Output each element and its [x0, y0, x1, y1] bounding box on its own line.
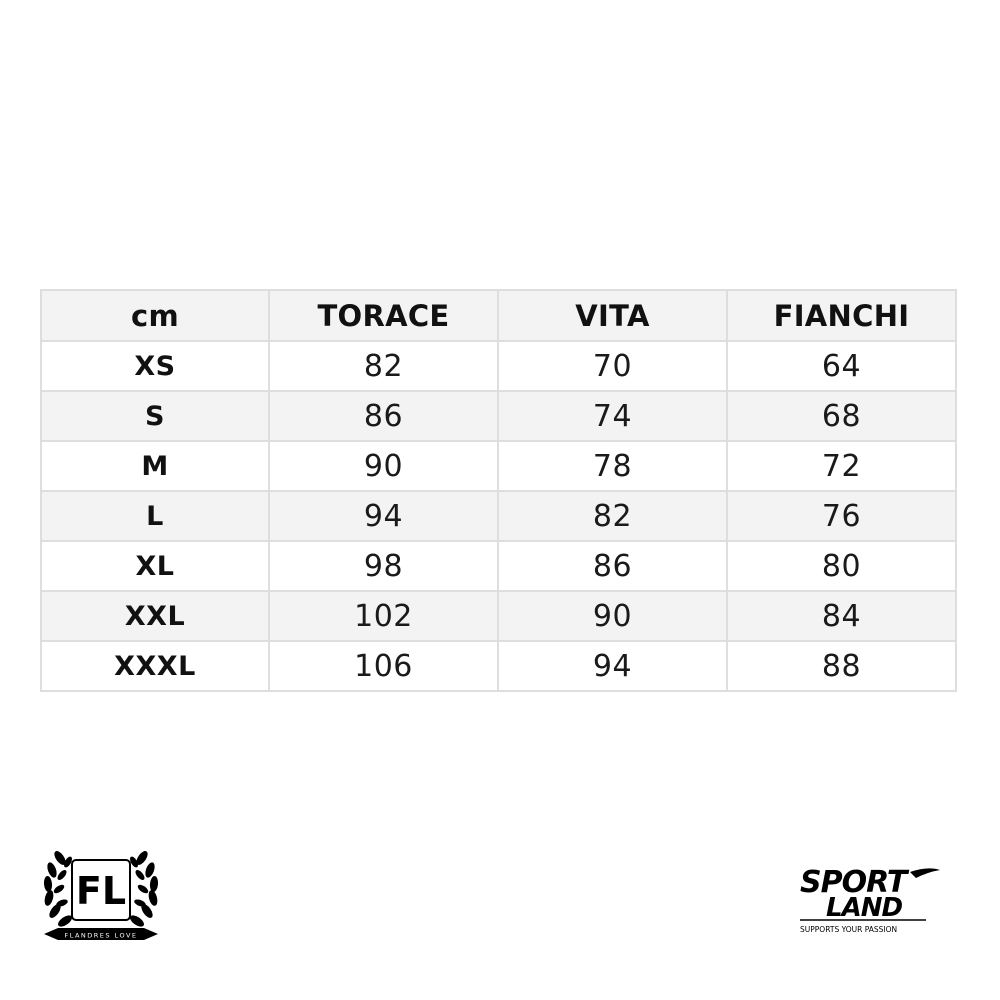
- sportland-tagline: SUPPORTS YOUR PASSION: [800, 925, 898, 934]
- torace-value: 98: [269, 541, 498, 591]
- torace-value: 102: [269, 591, 498, 641]
- sportland-line1: SPORT: [800, 865, 907, 900]
- fianchi-value: 76: [727, 491, 956, 541]
- size-label: XXL: [41, 591, 269, 641]
- vita-value: 86: [498, 541, 727, 591]
- vita-value: 70: [498, 341, 727, 391]
- fianchi-value: 84: [727, 591, 956, 641]
- torace-value: 106: [269, 641, 498, 691]
- fianchi-value: 72: [727, 441, 956, 491]
- flandres-love-logo: [38, 842, 164, 946]
- size-label: XS: [41, 341, 269, 391]
- vita-value: 90: [498, 591, 727, 641]
- fianchi-value: 68: [727, 391, 956, 441]
- sportland-logo: [798, 862, 943, 938]
- vita-value: 82: [498, 491, 727, 541]
- monogram-text: FL: [75, 869, 127, 913]
- fianchi-value: 88: [727, 641, 956, 691]
- table-row: [41, 441, 956, 491]
- table-header-row: [41, 290, 956, 341]
- size-label: S: [41, 391, 269, 441]
- table-row: [41, 641, 956, 691]
- table-row: [41, 491, 956, 541]
- torace-value: 86: [269, 391, 498, 441]
- header-vita: VITA: [498, 290, 727, 341]
- table-row: [41, 391, 956, 441]
- swoosh-icon: [910, 868, 940, 878]
- header-unit: cm: [41, 290, 269, 341]
- vita-value: 78: [498, 441, 727, 491]
- torace-value: 82: [269, 341, 498, 391]
- torace-value: 94: [269, 491, 498, 541]
- size-label: L: [41, 491, 269, 541]
- table-row: [41, 341, 956, 391]
- ribbon-text: FLANDRES LOVE: [64, 931, 138, 940]
- sportland-line2: LAND: [826, 893, 903, 923]
- size-chart-table: [40, 289, 957, 692]
- vita-value: 74: [498, 391, 727, 441]
- table-row: [41, 591, 956, 641]
- header-fianchi: FIANCHI: [727, 290, 956, 341]
- size-label: XL: [41, 541, 269, 591]
- table-row: [41, 541, 956, 591]
- header-torace: TORACE: [269, 290, 498, 341]
- torace-value: 90: [269, 441, 498, 491]
- fianchi-value: 80: [727, 541, 956, 591]
- vita-value: 94: [498, 641, 727, 691]
- size-label: M: [41, 441, 269, 491]
- size-label: XXXL: [41, 641, 269, 691]
- fianchi-value: 64: [727, 341, 956, 391]
